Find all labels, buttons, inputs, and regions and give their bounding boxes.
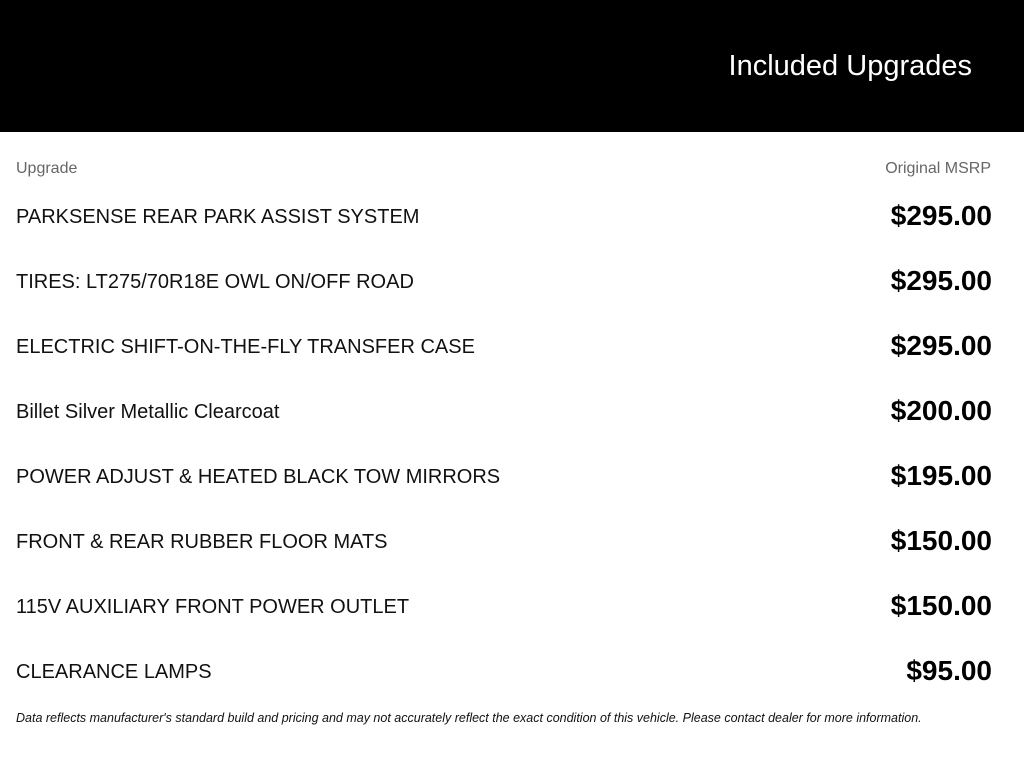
- upgrade-price: $295.00: [890, 265, 992, 296]
- upgrade-price: $95.00: [906, 655, 992, 686]
- list-item: [16, 520, 992, 585]
- column-header-upgrade: Upgrade: [16, 160, 78, 177]
- upgrade-name: POWER ADJUST & HEATED BLACK TOW MIRRORS: [16, 466, 501, 488]
- page-title: Included Upgrades: [728, 50, 972, 82]
- list-item: [16, 650, 992, 715]
- list-item: [16, 325, 992, 390]
- column-headers: [16, 160, 991, 180]
- column-header-msrp: Original MSRP: [885, 160, 991, 177]
- list-item: [16, 585, 992, 650]
- upgrade-name: PARKSENSE REAR PARK ASSIST SYSTEM: [16, 206, 420, 228]
- disclaimer-text: Data reflects manufacturer's standard build and pricing and may not accurately reflect the exact condition of this vehicle. Please contact dealer for more information.: [16, 711, 922, 725]
- upgrade-price: $150.00: [890, 590, 992, 621]
- upgrade-price: $195.00: [890, 460, 992, 491]
- upgrade-name: ELECTRIC SHIFT-ON-THE-FLY TRANSFER CASE: [16, 336, 475, 358]
- upgrade-price: $295.00: [890, 330, 992, 361]
- upgrade-name: FRONT & REAR RUBBER FLOOR MATS: [16, 531, 388, 553]
- upgrade-price: $150.00: [890, 525, 992, 556]
- upgrade-name: TIRES: LT275/70R18E OWL ON/OFF ROAD: [16, 271, 414, 293]
- upgrade-price: $295.00: [890, 200, 992, 231]
- upgrades-list: [16, 195, 992, 715]
- upgrade-price: $200.00: [890, 395, 992, 426]
- list-item: [16, 195, 992, 260]
- list-item: [16, 260, 992, 325]
- list-item: [16, 455, 992, 520]
- upgrade-name: 115V AUXILIARY FRONT POWER OUTLET: [16, 596, 410, 618]
- header-banner: [0, 0, 1024, 132]
- upgrade-name: CLEARANCE LAMPS: [16, 661, 212, 683]
- list-item: [16, 390, 992, 455]
- upgrade-name: Billet Silver Metallic Clearcoat: [16, 401, 280, 423]
